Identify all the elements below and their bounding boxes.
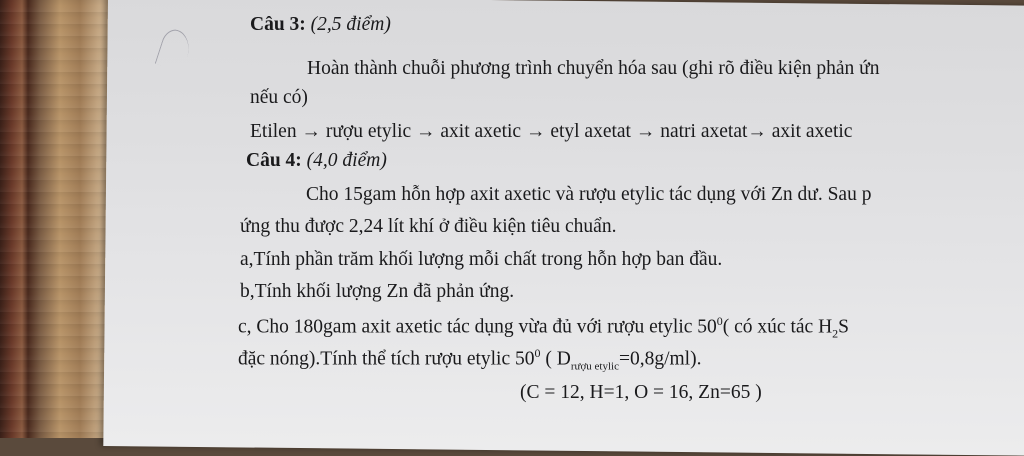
- degree-sup: 0: [716, 314, 723, 328]
- q4-title: Câu 4:: [246, 150, 302, 171]
- q4-part-c-cont-text3: =0,8g/ml).: [618, 348, 702, 370]
- q4-part-c-text: c, Cho 180gam axit axetic tác dụng vừa đủ với rượu etylic 50: [238, 316, 717, 338]
- chain-arrow-icon: →: [747, 121, 767, 142]
- q3-points: (2,5 điểm): [310, 14, 391, 35]
- q4-part-a: a,Tính phần trăm khối lượng mỗi chất trong hỗn hợp ban đầu.: [240, 249, 723, 270]
- q4-part-c-cont-text2: ( D: [540, 348, 571, 370]
- subscript-2: 2: [832, 326, 839, 341]
- q4-part-c: [238, 314, 849, 341]
- q3-title: Câu 3:: [250, 14, 306, 35]
- density-subscript: rượu etylic: [570, 360, 619, 373]
- chain-item: Etilen: [250, 121, 297, 142]
- chain-arrow-icon: →: [416, 121, 436, 142]
- q4-heading: [246, 150, 387, 172]
- q4-line2: ứng thu được 2,24 lít khí ở điều kiện tiêu chuẩn.: [240, 216, 617, 237]
- chain-item: etyl axetat: [550, 121, 631, 142]
- degree-sup: 0: [534, 346, 541, 360]
- q4-part-b: b,Tính khối lượng Zn đã phản ứng.: [240, 281, 515, 302]
- atomic-masses: (C = 12, H=1, O = 16, Zn=65 ): [520, 382, 762, 403]
- pen-mark-icon: [155, 26, 195, 72]
- q4-part-c-cont-text: đặc nóng).Tính thể tích rượu etylic 50: [238, 348, 535, 370]
- q4-part-c-cont: [238, 346, 701, 372]
- q3-heading: [250, 14, 391, 36]
- chain-item: rượu etylic: [325, 121, 412, 142]
- q3-instruction-line1: Hoàn thành chuỗi phương trình chuyển hóa sau (ghi rõ điều kiện phản ứn: [307, 58, 880, 79]
- q4-points: (4,0 điểm): [306, 150, 387, 171]
- q3-instruction-line2: nếu có): [250, 87, 308, 108]
- q4-part-c-text3: S: [838, 316, 850, 338]
- chain-item: natri axetat: [660, 121, 748, 142]
- chain-arrow-icon: →: [635, 121, 656, 142]
- chain-item: axit axetic: [771, 121, 853, 142]
- chain-arrow-icon: →: [525, 121, 546, 142]
- q4-line1: Cho 15gam hỗn hợp axit axetic và rượu etylic tác dụng với Zn dư. Sau p: [306, 184, 872, 205]
- q3-reaction-chain: [250, 121, 852, 143]
- chain-item: axit axetic: [440, 121, 522, 142]
- chain-arrow-icon: →: [301, 121, 321, 142]
- q4-part-c-text2: ( có xúc tác H: [722, 316, 833, 338]
